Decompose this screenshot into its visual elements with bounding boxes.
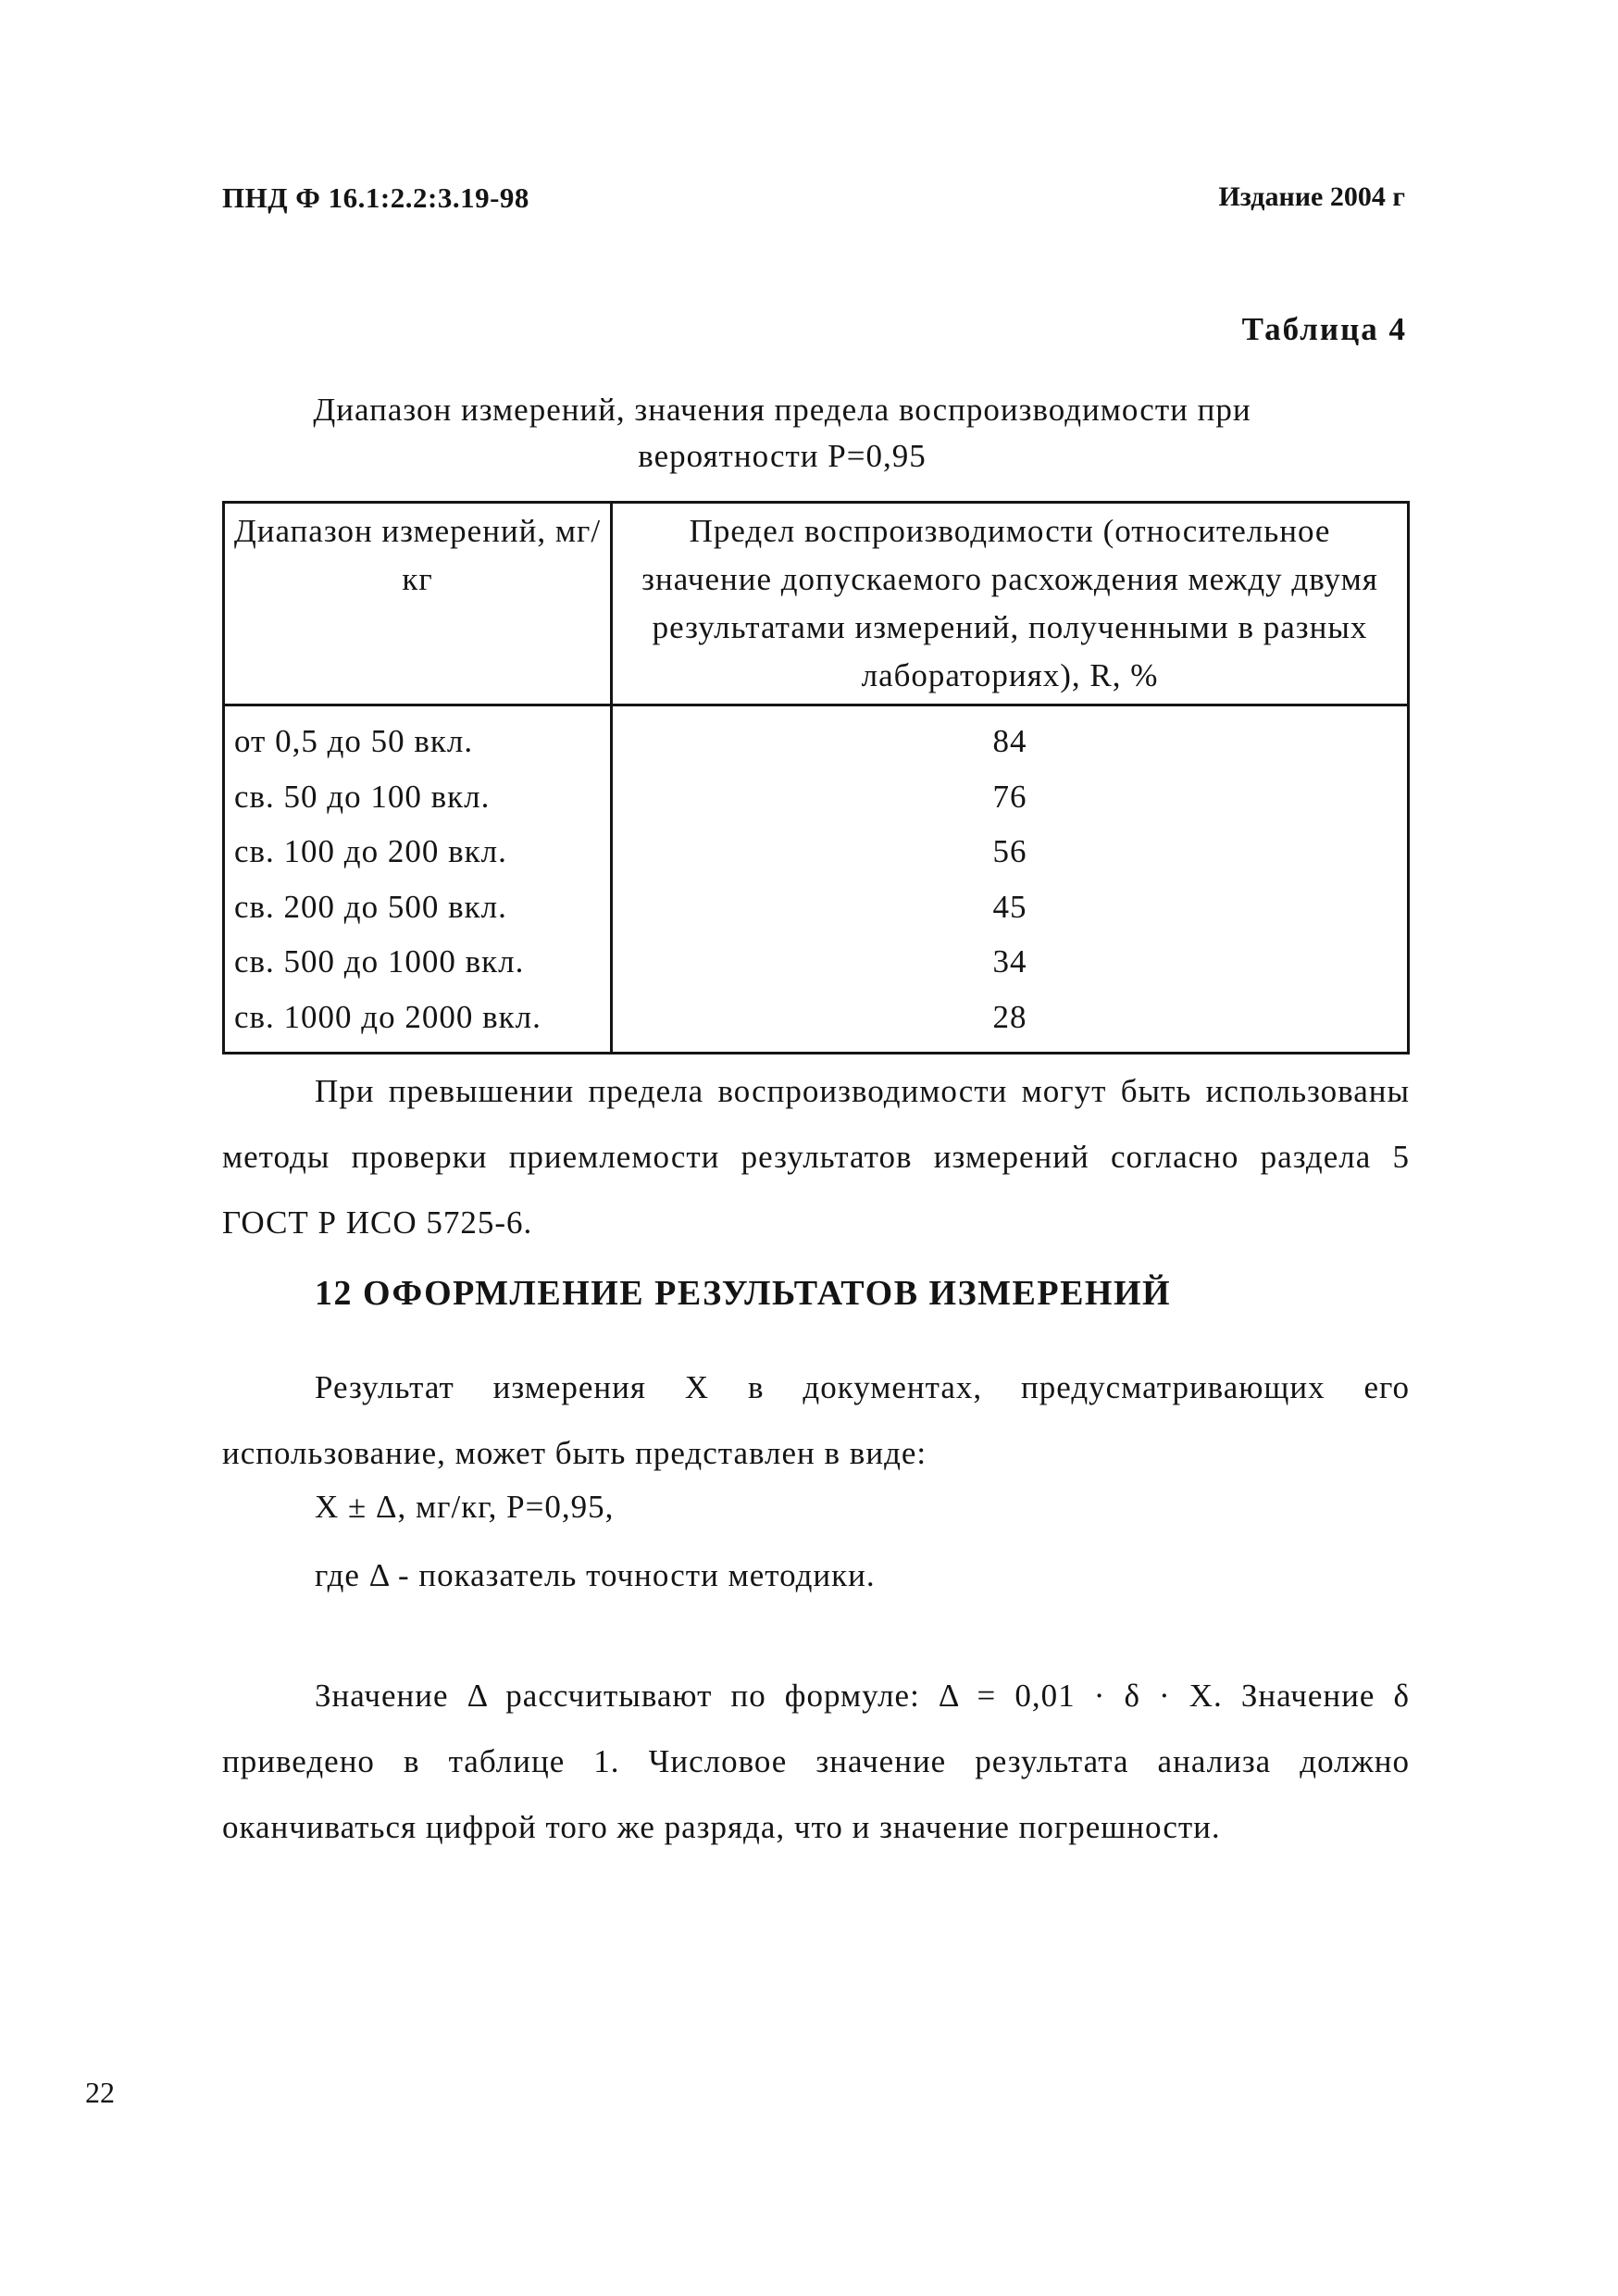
table-header-row [224,503,1409,705]
table-row [224,824,1409,880]
result-paragraph [222,1354,1410,1486]
table-row [224,880,1409,935]
exceed-paragraph [222,1058,1410,1255]
value-cell: 28 [612,990,1409,1054]
table-row [224,705,1409,769]
calculation-paragraph [222,1663,1410,1860]
range-cell: св. 200 до 500 вкл. [224,880,612,935]
page-number: 22 [85,2076,115,2109]
table-caption: Диапазон измерений, значения предела воспроизводимости при вероятности Р=0,95 [313,392,1251,474]
table-row [224,934,1409,990]
section-heading: 12 ОФОРМЛЕНИЕ РЕЗУЛЬТАТОВ ИЗМЕРЕНИЙ [315,1274,1172,1313]
value-cell: 56 [612,824,1409,880]
column-header-range: Диапазон измерений, мг/кг [224,503,612,705]
value-cell: 76 [612,769,1409,825]
table-number: Таблица 4 [1241,311,1407,347]
result-paragraph-text: Результат измерения Х в документах, предусматривающих его использование, может быть представлен в виде: [222,1369,1410,1471]
table-row [224,990,1409,1054]
document-code: ПНД Ф 16.1:2.2:3.19-98 [222,181,529,214]
range-cell: от 0,5 до 50 вкл. [224,705,612,769]
edition-label: Издание 2004 г [1218,181,1405,212]
value-cell: 45 [612,880,1409,935]
range-cell: св. 1000 до 2000 вкл. [224,990,612,1054]
result-formula: Х ± Δ, мг/кг, Р=0,95, [315,1489,615,1525]
column-header-limit: Предел воспроизводимости (относительное значение допускаемого расхождения между двумя результатами измерений, полученными в разных лабораториях), R, % [612,503,1409,705]
range-cell: св. 100 до 200 вкл. [224,824,612,880]
calculation-paragraph-text: Значение Δ рассчитывают по формуле: Δ = 0,01 · δ · Х. Значение δ приведено в таблице 1. Числовое значение результата анализа должно оканчиваться цифрой того же разряда, что и значение погрешности. [222,1678,1410,1845]
value-cell: 84 [612,705,1409,769]
reproducibility-table [222,501,1410,1054]
table-row [224,769,1409,825]
range-cell: св. 50 до 100 вкл. [224,769,612,825]
value-cell: 34 [612,934,1409,990]
range-cell: св. 500 до 1000 вкл. [224,934,612,990]
formula-explanation: где Δ - показатель точности методики. [315,1557,876,1593]
exceed-paragraph-text: При превышении предела воспроизводимости могут быть использованы методы проверки приемлемости результатов измерений согласно раздела 5 ГОСТ Р ИСО 5725-6. [222,1073,1410,1241]
